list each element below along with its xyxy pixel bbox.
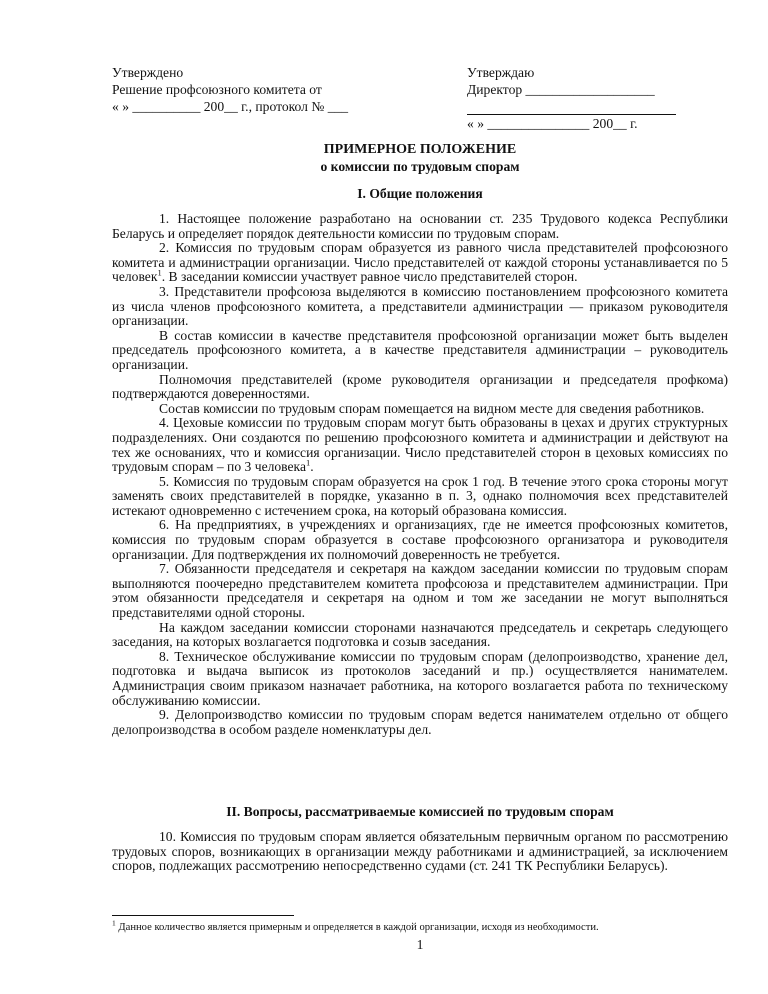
approval-right-line: « » _______________ 200__ г.	[467, 116, 638, 131]
paragraph	[112, 241, 728, 285]
paragraph-text: 2. Комиссия по трудовым спорам образуется из равного числа представителей профсоюзного комитета и администрации организации. Число представителей от каждой стороны устанавливается по 5 человек	[112, 240, 728, 285]
approval-left-line: « » __________ 200__ г., протокол № ___	[112, 99, 349, 114]
footnote-text: Данное количество является примерным и определяется в каждой организации, исходя из необходимости.	[115, 922, 599, 933]
paragraph: 6. На предприятиях, в учреждениях и организациях, где не имеется профсоюзных комитетов, комиссия по трудовым спорам образуется в составе профсоюзного организатора и руководителя организации. Для подтверждения их полномочий доверенность не требуется.	[112, 517, 728, 562]
paragraph: 10. Комиссия по трудовым спорам является обязательным первичным органом по рассмотрению трудовых споров, возникающих в организации между работниками и администрацией, за исключением споров, подлежащих рассмотрению непосредственно судами (ст. 241 ТК Республики Беларусь).	[112, 829, 728, 874]
paragraph: 1. Настоящее положение разработано на основании ст. 235 Трудового кодекса Республики Беларусь и определяет порядок деятельности комиссии по трудовым спорам.	[112, 211, 728, 241]
paragraph: 8. Техническое обслуживание комиссии по трудовым спорам (делопроизводство, хранение дел, подготовка и выдача выписок из протоколов заседаний и пр.) осуществляется нанимателем. Администрация своим приказом назначает работника, на которого возлагается работа по техническому обслуживанию комиссии.	[112, 648, 728, 708]
approval-block-right	[467, 64, 707, 132]
paragraph: В состав комиссии в качестве представителя профсоюзной организации может быть выделен председатель профсоюзного комитета, а в качестве представителя администрации – руководитель организации.	[112, 327, 728, 372]
approval-left-line: Утверждено	[112, 65, 184, 80]
document-title: ПРИМЕРНОЕ ПОЛОЖЕНИЕ	[323, 142, 517, 157]
section-heading: I. Общие положения	[357, 186, 483, 201]
paragraph-text: . В заседании комиссии участвует равное число представителей сторон.	[161, 269, 578, 285]
document-subtitle: о комиссии по трудовым спорам	[320, 159, 520, 174]
footnote-separator	[112, 915, 294, 916]
footnote-reference: 1	[305, 457, 311, 468]
section-body	[112, 212, 728, 737]
paragraph-text: 4. Цеховые комиссии по трудовым спорам могут быть образованы в цехах и других структурных подразделениях. Они создаются по решению профсоюзного комитета и администрации и действуют на тех же основаниях, что и комиссия организации. Число представителей сторон в цеховых комиссиях по трудовым спорам – по 3 человека	[112, 415, 728, 475]
footnote-reference: 1	[157, 267, 162, 278]
paragraph: 7. Обязанности председателя и секретаря на каждом заседании комиссии по трудовым спорам выполняются поочередно представителем комитета профсоюза и представителем администрации. При этом обязанности председателя и секретаря на одном и том же заседании не могут выполняться представителями одной стороны.	[112, 561, 728, 621]
approval-right-line: Директор ___________________	[467, 82, 655, 97]
paragraph: На каждом заседании комиссии сторонами назначаются председатель и секретарь следующего заседания, на которых возлагается подготовка и созыв заседания.	[112, 619, 728, 650]
paragraph: Состав комиссии по трудовым спорам помещается на видном месте для сведения работников.	[159, 400, 705, 416]
paragraph: Полномочия представителей (кроме руководителя организации и председателя профкома) подтверждаются доверенностями.	[112, 371, 728, 402]
approval-block-left	[112, 64, 432, 115]
footnote	[112, 918, 728, 934]
page-number: 1	[416, 937, 424, 952]
section-body	[112, 830, 728, 874]
signature-blank-line	[467, 98, 676, 115]
paragraph: 9. Делопроизводство комиссии по трудовым спорам ведется нанимателем отдельно от общего делопроизводства в особом разделе номенклатуры дел.	[112, 707, 728, 737]
footnote-marker: 1	[112, 918, 116, 928]
paragraph: 5. Комиссия по трудовым спорам образуется на срок 1 год. В течение этого срока стороны могут заменять своих представителей в порядке, указанно в п. 3, однако полномочия всех представителей истекают одновременно с истечением срока, на который образована комиссия.	[112, 473, 728, 518]
section-heading: II. Вопросы, рассматриваемые комиссией по трудовым спорам	[226, 804, 614, 819]
approval-right-line: Утверждаю	[467, 65, 535, 80]
paragraph: 3. Представители профсоюза выделяются в комиссию постановлением профсоюзного комитета из числа членов профсоюзного комитета, а представители администрации — приказом руководителя организации.	[112, 283, 728, 329]
approval-left-line: Решение профсоюзного комитета от	[112, 82, 322, 97]
paragraph-text: .	[310, 459, 314, 475]
paragraph	[112, 416, 728, 474]
